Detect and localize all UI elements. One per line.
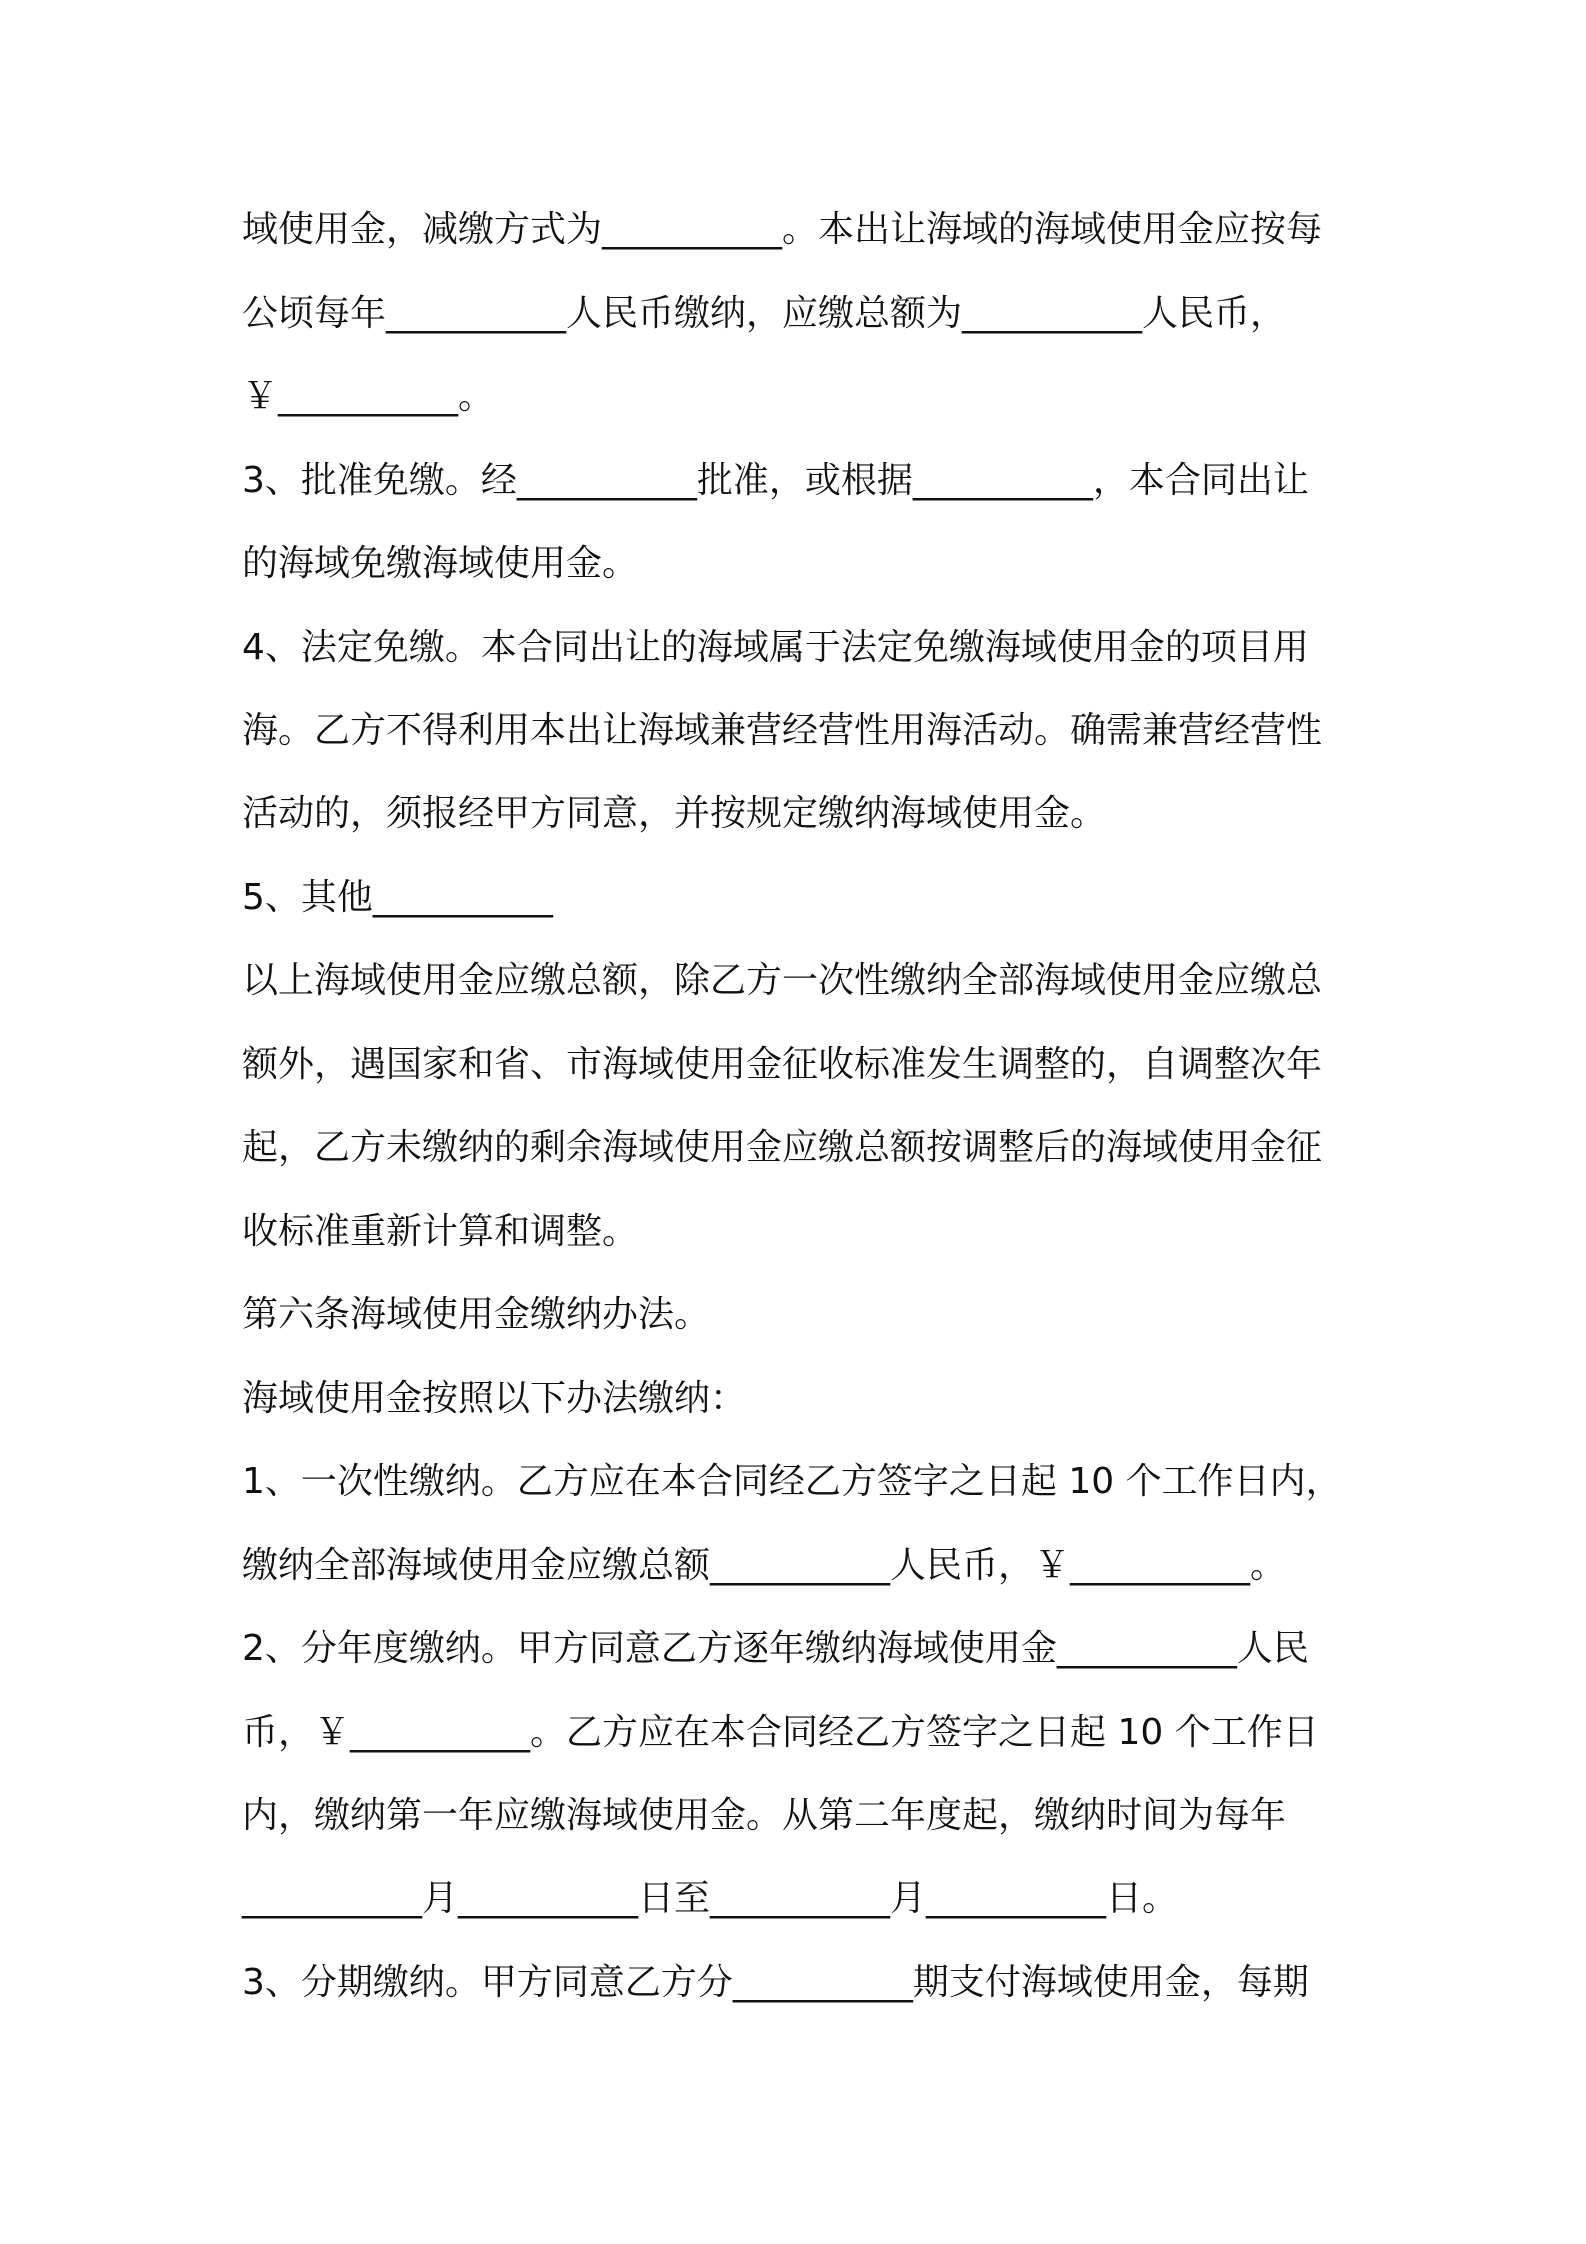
text-line: 起，乙方未缴纳的剩余海域使用金应缴总额按调整后的海域使用金征: [242, 1127, 1323, 1168]
text-line: 公顷每年__________人民币缴纳，应缴总额为__________人民币，: [242, 293, 1287, 334]
text-line: 5、其他__________: [242, 877, 553, 918]
text-line: ￥__________。: [242, 376, 495, 417]
text-line: 的海域免缴海域使用金。: [242, 543, 639, 584]
text-line: 缴纳全部海域使用金应缴总额__________人民币，￥__________。: [242, 1545, 1287, 1586]
text-line: 额外，遇国家和省、市海域使用金征收标准发生调整的，自调整次年: [242, 1044, 1323, 1085]
text-line: 海域使用金按照以下办法缴纳：: [242, 1378, 747, 1419]
text-line: 3、批准免缴。经__________批准，或根据__________，本合同出让: [242, 460, 1309, 501]
text-line: __________月__________日至__________月__________日。: [242, 1878, 1178, 1919]
text-line: 1、一次性缴纳。乙方应在本合同经乙方签字之日起 10 个工作日内，: [242, 1461, 1342, 1502]
text-line: 域使用金，减缴方式为__________。本出让海域的海域使用金应按每: [242, 209, 1323, 250]
text-line: 收标准重新计算和调整。: [242, 1211, 639, 1252]
text-line: 内，缴纳第一年应缴海域使用金。从第二年度起，缴纳时间为每年: [242, 1795, 1287, 1836]
text-line: 以上海域使用金应缴总额，除乙方一次性缴纳全部海域使用金应缴总: [242, 960, 1323, 1001]
text-line: 活动的，须报经甲方同意，并按规定缴纳海域使用金。: [242, 793, 1107, 834]
section-heading: 第六条海域使用金缴纳办法。: [242, 1294, 711, 1335]
text-line: 2、分年度缴纳。甲方同意乙方逐年缴纳海域使用金__________人民: [242, 1628, 1309, 1669]
text-line: 币，￥__________。乙方应在本合同经乙方签字之日起 10 个工作日: [242, 1712, 1319, 1753]
text-line: 4、法定免缴。本合同出让的海域属于法定免缴海域使用金的项目用: [242, 627, 1309, 668]
text-line: 海。乙方不得利用本出让海域兼营经营性用海活动。确需兼营经营性: [242, 710, 1323, 751]
text-line: 3、分期缴纳。甲方同意乙方分__________期支付海域使用金，每期: [242, 1962, 1309, 2003]
